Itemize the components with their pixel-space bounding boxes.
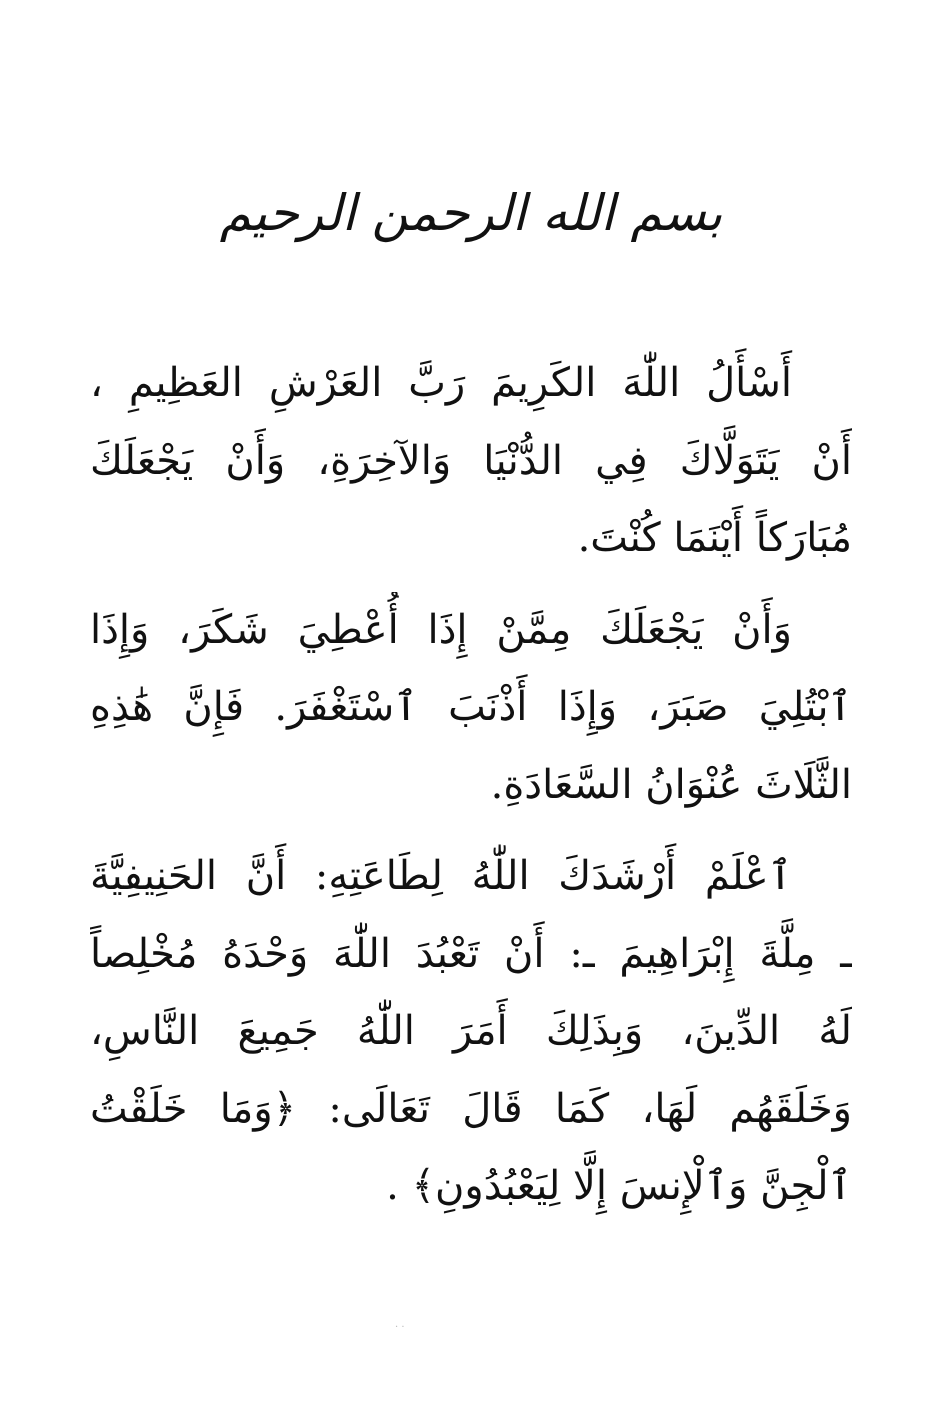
text-line: ٱلْجِنَّ وَٱلْإِنسَ إِلَّا لِيَعْبُدُونِ﴾ . bbox=[386, 1163, 852, 1209]
body-text bbox=[90, 345, 852, 1240]
text-line: مُبَارَكاً أَيْنَمَا كُنْتَ. bbox=[577, 515, 852, 561]
scan-speck: · · bbox=[395, 1322, 405, 1333]
text-line: الثَّلَاثَ عُنْوَانُ السَّعَادَةِ. bbox=[490, 761, 852, 808]
text-line: ـ مِلَّةَ إِبْرَاهِيمَ ـ: أَنْ تَعْبُدَ اللّٰهَ وَحْدَهُ مُخْلِصاً bbox=[90, 930, 852, 977]
text-line: ٱبْتُلِيَ صَبَرَ، وَإِذَا أَذْنَبَ ٱسْتَغْفَرَ. فَإِنَّ هَٰذِهِ bbox=[90, 684, 852, 730]
text-line: وَخَلَقَهُم لَهَا، كَمَا قَالَ تَعَالَى: ﴿وَمَا خَلَقْتُ bbox=[90, 1085, 852, 1132]
text-line: أَنْ يَتَوَلَّاكَ فِي الدُّنْيَا وَالآخِرَةِ، وَأَنْ يَجْعَلَكَ bbox=[90, 437, 852, 484]
paragraph-2 bbox=[90, 592, 852, 825]
text-line: وَأَنْ يَجْعَلَكَ مِمَّنْ إِذَا أُعْطِيَ شَكَرَ، وَإِذَا bbox=[90, 606, 792, 653]
text-line: ٱعْلَمْ أَرْشَدَكَ اللّٰهُ لِطَاعَتِهِ: أَنَّ الحَنِيفِيَّةَ bbox=[90, 853, 792, 899]
paragraph-3 bbox=[90, 838, 852, 1226]
basmala-heading: بسم الله الرحمن الرحيم bbox=[219, 184, 723, 242]
paragraph-1 bbox=[90, 345, 852, 578]
text-line: لَهُ الدِّينَ، وَبِذَلِكَ أَمَرَ اللّٰهُ جَمِيعَ النَّاسِ، bbox=[90, 1008, 852, 1054]
text-line: أَسْأَلُ اللّٰهَ الكَرِيمَ رَبَّ العَرْشِ العَظِيمِ ، bbox=[90, 360, 792, 406]
